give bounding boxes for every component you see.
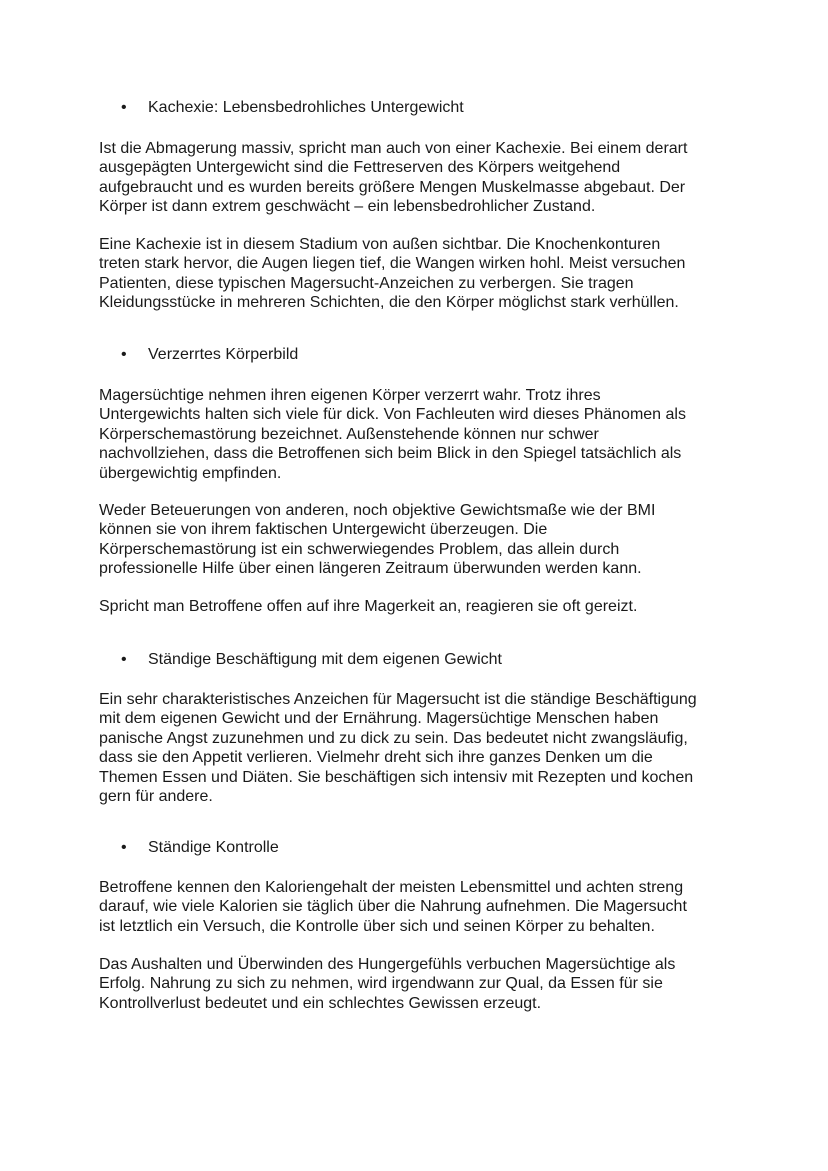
- text-line: darauf, wie viele Kalorien sie täglich über die Nahrung aufnehmen. Die Magersucht: [99, 898, 687, 916]
- bullet-heading: [121, 650, 502, 670]
- text-line: Körperschemastörung ist ein schwerwiegendes Problem, das allein durch: [99, 540, 620, 558]
- text-line: Ist die Abmagerung massiv, spricht man auch von einer Kachexie. Bei einem derart: [99, 140, 688, 157]
- text-line: ausgepägten Untergewicht sind die Fettreserven des Körpers weitgehend: [99, 159, 621, 177]
- section-heading: Verzerrtes Körperbild: [148, 346, 299, 363]
- text-line: dass sie den Appetit verlieren. Vielmehr dreht sich ihre ganzes Denken um die: [99, 749, 653, 767]
- paragraph: [99, 955, 739, 1013]
- text-line: Erfolg. Nahrung zu sich zu nehmen, wird irgendwann zur Qual, da Essen für sie: [99, 975, 663, 993]
- text-line: können sie von ihrem faktischen Untergewicht überzeugen. Die: [99, 521, 548, 539]
- bullet-icon: •: [121, 839, 127, 856]
- paragraph: [99, 690, 739, 806]
- paragraph: [99, 139, 739, 217]
- text-line: Körperschemastörung bezeichnet. Außenstehende können nur schwer: [99, 425, 599, 443]
- bullet-heading: [121, 838, 279, 858]
- text-line: Kleidungsstücke in mehreren Schichten, die den Körper möglichst stark verhüllen.: [99, 294, 679, 312]
- text-line: Das Aushalten und Überwinden des Hungergefühls verbuchen Magersüchtige als: [99, 956, 676, 973]
- text-line: Ein sehr charakteristisches Anzeichen für Magersucht ist die ständige Beschäftigung: [99, 691, 697, 708]
- bullet-icon: •: [121, 346, 127, 363]
- text-line: Patienten, diese typischen Magersucht-Anzeichen zu verbergen. Sie tragen: [99, 274, 634, 292]
- text-line: nachvollziehen, dass die Betroffenen sich beim Blick in den Spiegel tatsächlich als: [99, 445, 682, 463]
- paragraph: [99, 597, 739, 616]
- text-line: treten stark hervor, die Augen liegen tief, die Wangen wirken hohl. Meist versuchen: [99, 255, 686, 273]
- text-line: Körper ist dann extrem geschwächt – ein lebensbedrohlicher Zustand.: [99, 198, 596, 216]
- text-line: übergewichtig empfinden.: [99, 464, 282, 482]
- text-line: Magersüchtige nehmen ihren eigenen Körper verzerrt wahr. Trotz ihres: [99, 387, 601, 404]
- paragraph: [99, 235, 739, 313]
- text-line: Spricht man Betroffene offen auf ihre Magerkeit an, reagieren sie oft gereizt.: [99, 598, 638, 615]
- paragraph: [99, 386, 739, 483]
- text-line: professionelle Hilfe über einen längeren Zeitraum überwunden werden kann.: [99, 560, 642, 578]
- text-line: Kontrollverlust bedeutet und ein schlechtes Gewissen erzeugt.: [99, 994, 542, 1012]
- bullet-heading: [121, 345, 298, 365]
- section-heading: Kachexie: Lebensbedrohliches Untergewicht: [148, 99, 464, 116]
- bullet-icon: •: [121, 99, 127, 116]
- text-line: panische Angst zuzunehmen und zu dick zu sein. Das bedeutet nicht zwangsläufig,: [99, 729, 688, 747]
- text-line: aufgebraucht und es wurden bereits größere Mengen Muskelmasse abgebaut. Der: [99, 178, 686, 196]
- bullet-heading: [121, 98, 464, 118]
- section-heading: Ständige Kontrolle: [148, 839, 279, 856]
- text-line: gern für andere.: [99, 788, 213, 806]
- text-line: Eine Kachexie ist in diesem Stadium von außen sichtbar. Die Knochenkonturen: [99, 236, 661, 253]
- paragraph: [99, 878, 739, 936]
- paragraph: [99, 501, 739, 579]
- text-line: Betroffene kennen den Kaloriengehalt der meisten Lebensmittel und achten streng: [99, 879, 684, 896]
- section-heading: Ständige Beschäftigung mit dem eigenen Gewicht: [148, 651, 502, 668]
- text-line: Themen Essen und Diäten. Sie beschäftigen sich intensiv mit Rezepten und kochen: [99, 768, 694, 786]
- text-line: mit dem eigenen Gewicht und der Ernährung. Magersüchtige Menschen haben: [99, 710, 659, 728]
- bullet-icon: •: [121, 651, 127, 668]
- text-line: Weder Beteuerungen von anderen, noch objektive Gewichtsmaße wie der BMI: [99, 502, 656, 519]
- text-line: Untergewichts halten sich viele für dick. Von Fachleuten wird dieses Phänomen als: [99, 406, 686, 424]
- text-line: ist letztlich ein Versuch, die Kontrolle über sich und seinen Körper zu behalten.: [99, 917, 655, 935]
